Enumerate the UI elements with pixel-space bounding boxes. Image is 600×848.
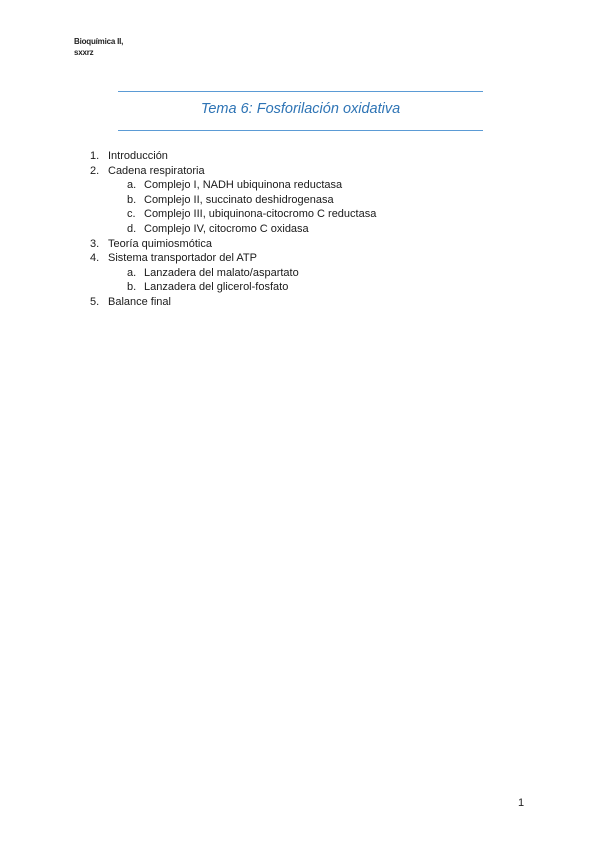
table-of-contents xyxy=(0,149,600,310)
toc-item-label: Sistema transportador del ATP xyxy=(108,252,257,265)
toc-subitem xyxy=(0,266,600,281)
toc-item xyxy=(0,295,600,310)
toc-subitem xyxy=(0,193,600,208)
title-rule-top xyxy=(118,91,483,92)
toc-subitem xyxy=(0,280,600,295)
toc-subitem-letter: a. xyxy=(127,266,137,279)
toc-subitem xyxy=(0,178,600,193)
header-note-line1: Bioquímica II, xyxy=(74,37,124,46)
toc-item-label: Teoría quimiosmótica xyxy=(108,237,212,250)
toc-item-number: 5. xyxy=(90,295,100,308)
toc-subitem-label: Complejo III, ubiquinona-citocromo C reductasa xyxy=(144,208,377,221)
toc-item-number: 3. xyxy=(90,237,100,250)
toc-subitem-letter: b. xyxy=(127,193,137,206)
toc-item xyxy=(0,164,600,179)
toc-subitem-letter: c. xyxy=(127,208,136,221)
header-note xyxy=(74,36,123,58)
page-title: Tema 6: Fosforilación oxidativa xyxy=(200,101,401,117)
toc-subitem-letter: a. xyxy=(127,179,137,192)
toc-subitem xyxy=(0,222,600,237)
toc-item-number: 2. xyxy=(90,164,100,177)
toc-subitem-label: Complejo IV, citocromo C oxidasa xyxy=(144,222,309,235)
toc-subitem xyxy=(0,207,600,222)
toc-item-label: Introducción xyxy=(108,150,168,162)
toc-subitem-label: Lanzadera del malato/aspartato xyxy=(144,266,299,279)
toc-item-number: 1. xyxy=(90,150,100,162)
toc-item-label: Cadena respiratoria xyxy=(108,164,205,177)
title-rule-bottom xyxy=(118,130,483,131)
toc-subitem-letter: d. xyxy=(127,222,137,235)
toc-item xyxy=(0,251,600,266)
toc-subitem-label: Complejo I, NADH ubiquinona reductasa xyxy=(144,179,343,192)
toc-subitem-label: Lanzadera del glicerol-fosfato xyxy=(144,281,289,294)
toc-subitem-letter: b. xyxy=(127,281,137,294)
toc-subitem-label: Complejo II, succinato deshidrogenasa xyxy=(144,193,334,206)
toc-item xyxy=(0,237,600,252)
page-number: 1 xyxy=(518,797,525,809)
toc-item-number: 4. xyxy=(90,252,100,265)
toc-item xyxy=(0,149,600,164)
toc-item-label: Balance final xyxy=(108,295,171,308)
header-note-line2: sxxrz xyxy=(74,48,94,57)
